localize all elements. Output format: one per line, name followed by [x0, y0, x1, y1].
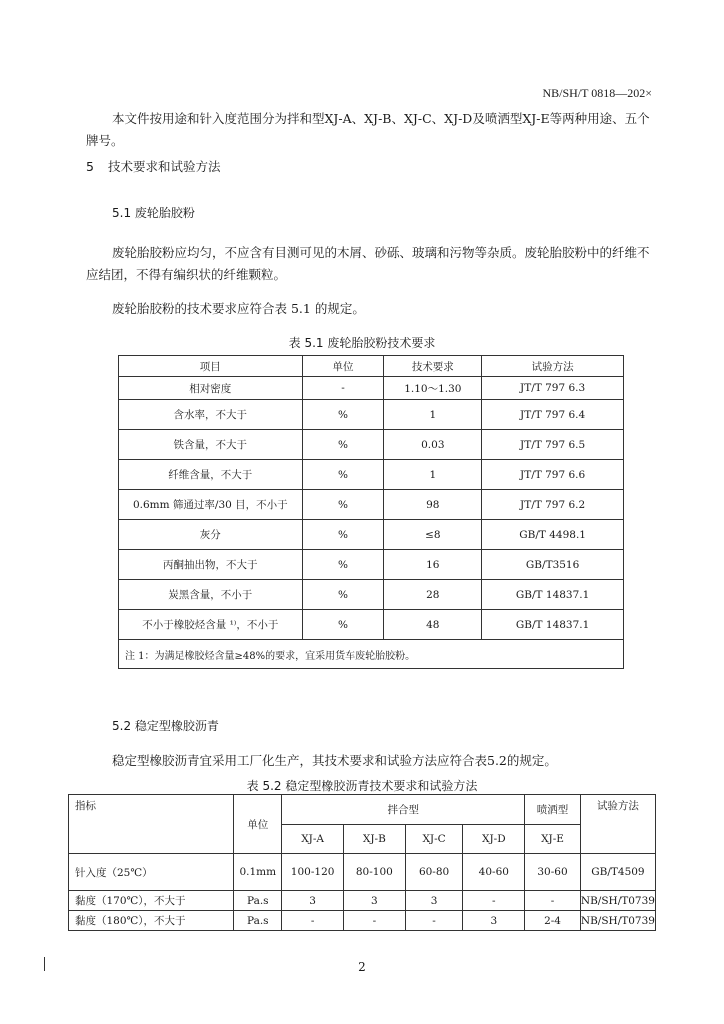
header-cell: 项目: [119, 356, 303, 377]
table-cell: 16: [384, 550, 482, 580]
table-cell: 含水率，不大于: [119, 400, 303, 430]
table-cell: %: [302, 400, 384, 430]
header-cell: 试验方法: [482, 356, 624, 377]
table-cell: 相对密度: [119, 377, 303, 400]
table-cell: NB/SH/T0739: [580, 911, 655, 931]
table-cell: 30-60: [525, 854, 581, 891]
grade-cell: XJ-B: [344, 824, 406, 854]
table-cell: -: [525, 891, 581, 911]
table-row: [119, 550, 624, 580]
table-cell: 纤维含量，不大于: [119, 460, 303, 490]
table-cell: 3: [405, 891, 463, 911]
table-cell: 1: [384, 400, 482, 430]
table-cell: GB/T4509: [580, 854, 655, 891]
table-cell: 黏度（170℃），不大于: [69, 891, 234, 911]
table-cell: -: [302, 377, 384, 400]
table-cell: 3: [282, 891, 344, 911]
table-cell: GB/T 14837.1: [482, 580, 624, 610]
table-header-row: [69, 795, 656, 825]
table-row: [119, 610, 624, 640]
table-row: [69, 911, 656, 931]
table-note: 注 1：为满足橡胶烃含量≥48%的要求，宜采用货车废轮胎胶粉。: [119, 640, 624, 669]
page-number: 2: [358, 960, 366, 974]
section-5-number: 5: [86, 159, 94, 174]
table-row: [119, 460, 624, 490]
table-cell: %: [302, 580, 384, 610]
header-cell: 单位: [302, 356, 384, 377]
section-5-1-title: 5.1 废轮胎胶粉: [112, 206, 195, 220]
intro-paragraph: 本文件按用途和针入度范围分为拌和型XJ-A、XJ-B、XJ-C、XJ-D及喷洒型XJ-E等两种用途、五个牌号。: [86, 111, 650, 148]
table-5-1: [118, 355, 624, 669]
table-cell: 48: [384, 610, 482, 640]
table-cell: 1: [384, 460, 482, 490]
table-row: [119, 580, 624, 610]
table-cell: %: [302, 520, 384, 550]
table-cell: 1.10～1.30: [384, 377, 482, 400]
table-cell: %: [302, 550, 384, 580]
table-cell: -: [344, 911, 406, 931]
header-indicator: 指标: [69, 795, 234, 854]
table-cell: 3: [463, 911, 525, 931]
table-cell: 黏度（180℃），不大于: [69, 911, 234, 931]
table-cell: 2-4: [525, 911, 581, 931]
table-5-2: [68, 794, 656, 931]
table-cell: GB/T 14837.1: [482, 610, 624, 640]
table-cell: Pa.s: [234, 911, 282, 931]
section-5-heading: [86, 157, 221, 175]
table-cell: GB/T 4498.1: [482, 520, 624, 550]
table-5-2-caption: 表 5.2 稳定型橡胶沥青技术要求和试验方法: [246, 779, 478, 793]
table-cell: 98: [384, 490, 482, 520]
header-test-method: 试验方法: [580, 795, 655, 854]
table-cell: 3: [344, 891, 406, 911]
grade-cell: XJ-E: [525, 824, 581, 854]
table-cell: %: [302, 490, 384, 520]
table-cell: 0.03: [384, 430, 482, 460]
table-cell: 28: [384, 580, 482, 610]
grade-cell: XJ-A: [282, 824, 344, 854]
table-cell: 80-100: [344, 854, 406, 891]
table-cell: NB/SH/T0739: [580, 891, 655, 911]
document-number: NB/SH/T 0818—202×: [542, 86, 652, 100]
table-cell: JT/T 797 6.2: [482, 490, 624, 520]
table-cell: ≤8: [384, 520, 482, 550]
table-cell: 不小于橡胶烃含量 ¹⁾，不小于: [119, 610, 303, 640]
table-cell: 铁含量，不大于: [119, 430, 303, 460]
table-cell: JT/T 797 6.6: [482, 460, 624, 490]
table-cell: %: [302, 430, 384, 460]
table-cell: %: [302, 460, 384, 490]
header-spray-type: 喷洒型: [525, 795, 581, 825]
table-cell: JT/T 797 6.5: [482, 430, 624, 460]
table-cell: JT/T 797 6.4: [482, 400, 624, 430]
table-row: [119, 490, 624, 520]
header-unit: 单位: [234, 795, 282, 854]
grade-cell: XJ-C: [405, 824, 463, 854]
section-5-1-paragraph-2: 废轮胎胶粉的技术要求应符合表 5.1 的规定。: [112, 301, 365, 316]
header-mix-type: 拌合型: [282, 795, 525, 825]
table-cell: 灰分: [119, 520, 303, 550]
table-cell: JT/T 797 6.3: [482, 377, 624, 400]
table-cell: 100-120: [282, 854, 344, 891]
table-row: [119, 377, 624, 400]
table-cell: %: [302, 610, 384, 640]
section-5-2-paragraph: 稳定型橡胶沥青宜采用工厂化生产，其技术要求和试验方法应符合表5.2的规定。: [112, 753, 557, 768]
table-cell: 针入度（25℃）: [69, 854, 234, 891]
table-header-row: [119, 356, 624, 377]
table-cell: 0.1mm: [234, 854, 282, 891]
table-cell: 40-60: [463, 854, 525, 891]
table-row: [69, 891, 656, 911]
header-cell: 技术要求: [384, 356, 482, 377]
table-row: [69, 854, 656, 891]
table-cell: -: [463, 891, 525, 911]
table-cell: -: [282, 911, 344, 931]
section-5-2-title: 5.2 稳定型橡胶沥青: [112, 719, 219, 733]
grade-cell: XJ-D: [463, 824, 525, 854]
table-row: [119, 430, 624, 460]
section-5-title: 技术要求和试验方法: [108, 159, 221, 174]
table-cell: Pa.s: [234, 891, 282, 911]
table-cell: 60-80: [405, 854, 463, 891]
table-cell: 丙酮抽出物，不大于: [119, 550, 303, 580]
table-row: [119, 400, 624, 430]
table-5-1-caption: 表 5.1 废轮胎胶粉技术要求: [288, 336, 436, 350]
table-cell: -: [405, 911, 463, 931]
table-note-row: [119, 640, 624, 669]
table-cell: 0.6mm 筛通过率/30 目，不小于: [119, 490, 303, 520]
table-cell: GB/T3516: [482, 550, 624, 580]
table-row: [119, 520, 624, 550]
section-5-1-paragraph-1: 废轮胎胶粉应均匀，不应含有目测可见的木屑、砂砾、玻璃和污物等杂质。废轮胎胶粉中的纤维不应结团，不得有编织状的纤维颗粒。: [86, 245, 650, 282]
table-cell: 炭黑含量，不小于: [119, 580, 303, 610]
